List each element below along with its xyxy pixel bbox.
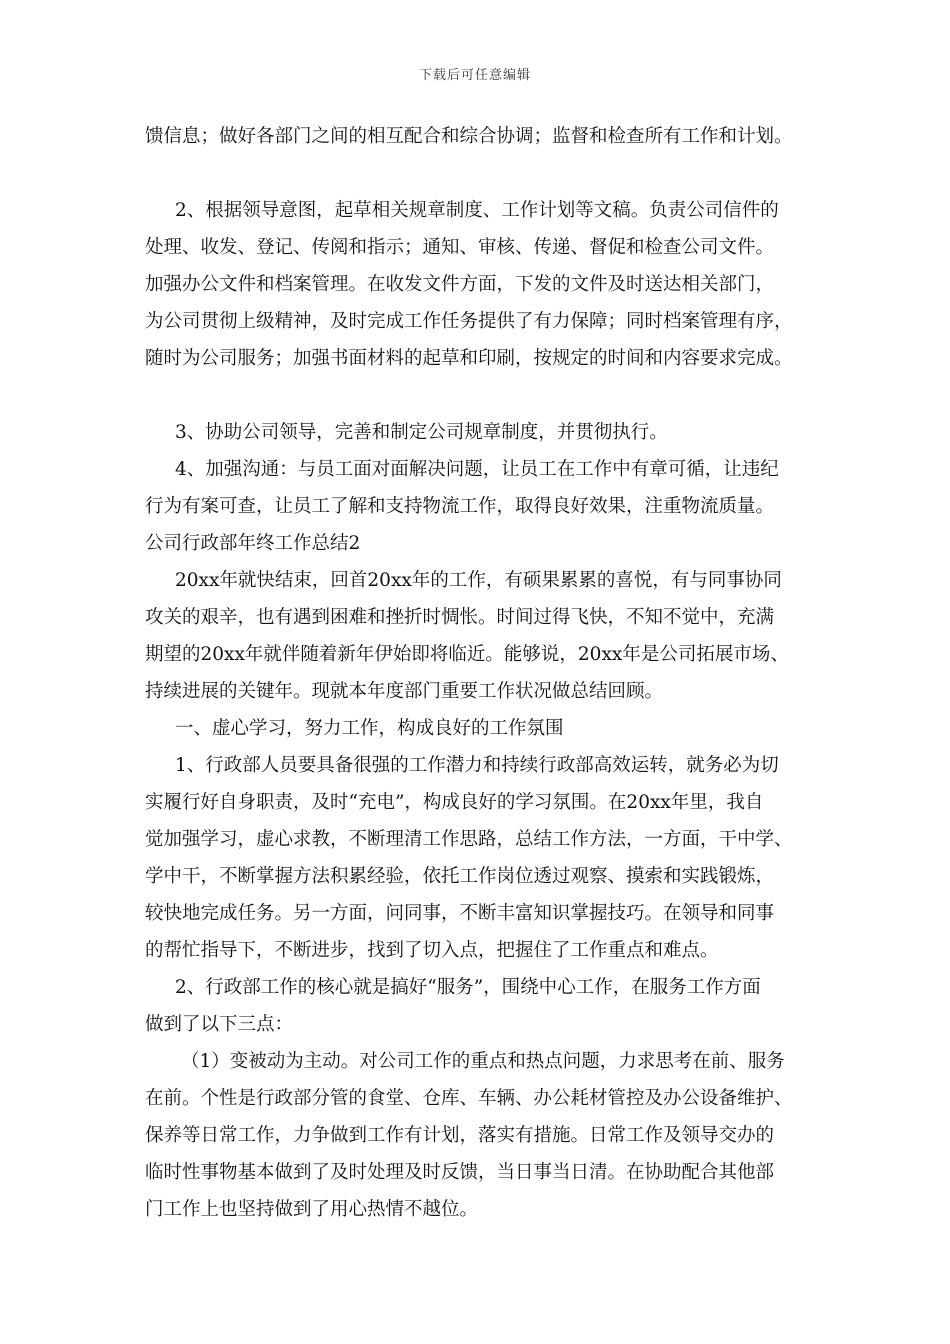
text-line: 实履行好自身职责，及时“充电”，构成良好的学习氛围。在20xx年里，我自 <box>145 792 764 813</box>
text-line: 保养等日常工作，力争做到工作有计划，落实有措施。日常工作及领导交办的 <box>145 1125 775 1146</box>
text-line: 期望的20xx年就伴随着新年伊始即将临近。能够说，20xx年是公司拓展市场、 <box>145 644 789 665</box>
text-line: 做到了以下三点： <box>145 1014 294 1035</box>
text-line: 较快地完成任务。另一方面，问同事，不断丰富知识掌握技巧。在领导和同事 <box>145 903 775 924</box>
text-line: （1）变被动为主动。对公司工作的重点和热点问题，力求思考在前、服务 <box>181 1051 785 1072</box>
text-line: 3、协助公司领导，完善和制定公司规章制度，并贯彻执行。 <box>175 422 668 443</box>
text-line: 临时性事物基本做到了及时处理及时反馈，当日事当日清。在协助配合其他部 <box>145 1162 775 1183</box>
text-line: 学中干，不断掌握方法积累经验，依托工作岗位透过观察、摸索和实践锻炼， <box>145 866 775 887</box>
text-line: 一、虚心学习，努力工作，构成良好的工作氛围 <box>175 718 564 739</box>
text-line: 公司行政部年终工作总结2 <box>145 533 361 554</box>
text-line: 4、加强沟通：与员工面对面解决问题，让员工在工作中有章可循，让违纪 <box>175 459 779 480</box>
document-body <box>145 118 825 1228</box>
paragraph-gap <box>145 377 825 414</box>
text-line: 处理、收发、登记、传阅和指示；通知、审核、传递、督促和检查公司文件。 <box>145 237 775 258</box>
text-line: 为公司贯彻上级精神，及时完成工作任务提供了有力保障；同时档案管理有序， <box>145 311 793 332</box>
text-line: 觉加强学习，虚心求教，不断理清工作思路，总结工作方法，一方面，干中学、 <box>145 829 793 850</box>
text-line: 2、根据领导意图，起草相关规章制度、工作计划等文稿。负责公司信件的 <box>175 200 779 221</box>
page-header-note: 下载后可任意编辑 <box>418 68 531 83</box>
text-line: 加强办公文件和档案管理。在收发文件方面，下发的文件及时送达相关部门， <box>145 274 775 295</box>
text-line: 门工作上也坚持做到了用心热情不越位。 <box>145 1199 479 1220</box>
text-line: 馈信息；做好各部门之间的相互配合和综合协调；监督和检查所有工作和计划。 <box>145 126 793 147</box>
text-line: 在前。个性是行政部分管的食堂、仓库、车辆、办公耗材管控及办公设备维护、 <box>145 1088 793 1109</box>
text-line: 随时为公司服务；加强书面材料的起草和印刷，按规定的时间和内容要求完成。 <box>145 348 793 369</box>
text-line: 攻关的艰辛，也有遇到困难和挫折时惆怅。时间过得飞快，不知不觉中，充满 <box>145 607 775 628</box>
text-line: 的帮忙指导下，不断进步，找到了切入点，把握住了工作重点和难点。 <box>145 940 719 961</box>
paragraph-gap <box>145 155 825 192</box>
text-line: 1、行政部人员要具备很强的工作潜力和持续行政部高效运转，就务必为切 <box>175 755 779 776</box>
text-line: 2、行政部工作的核心就是搞好“服务”，围绕中心工作，在服务工作方面 <box>175 977 761 998</box>
text-line: 行为有案可查，让员工了解和支持物流工作，取得良好效果，注重物流质量。 <box>145 496 775 517</box>
text-line: 持续进展的关键年。现就本年度部门重要工作状况做总结回顾。 <box>145 681 664 702</box>
text-line: 20xx年就快结束，回首20xx年的工作，有硕果累累的喜悦，有与同事协同 <box>175 570 782 591</box>
